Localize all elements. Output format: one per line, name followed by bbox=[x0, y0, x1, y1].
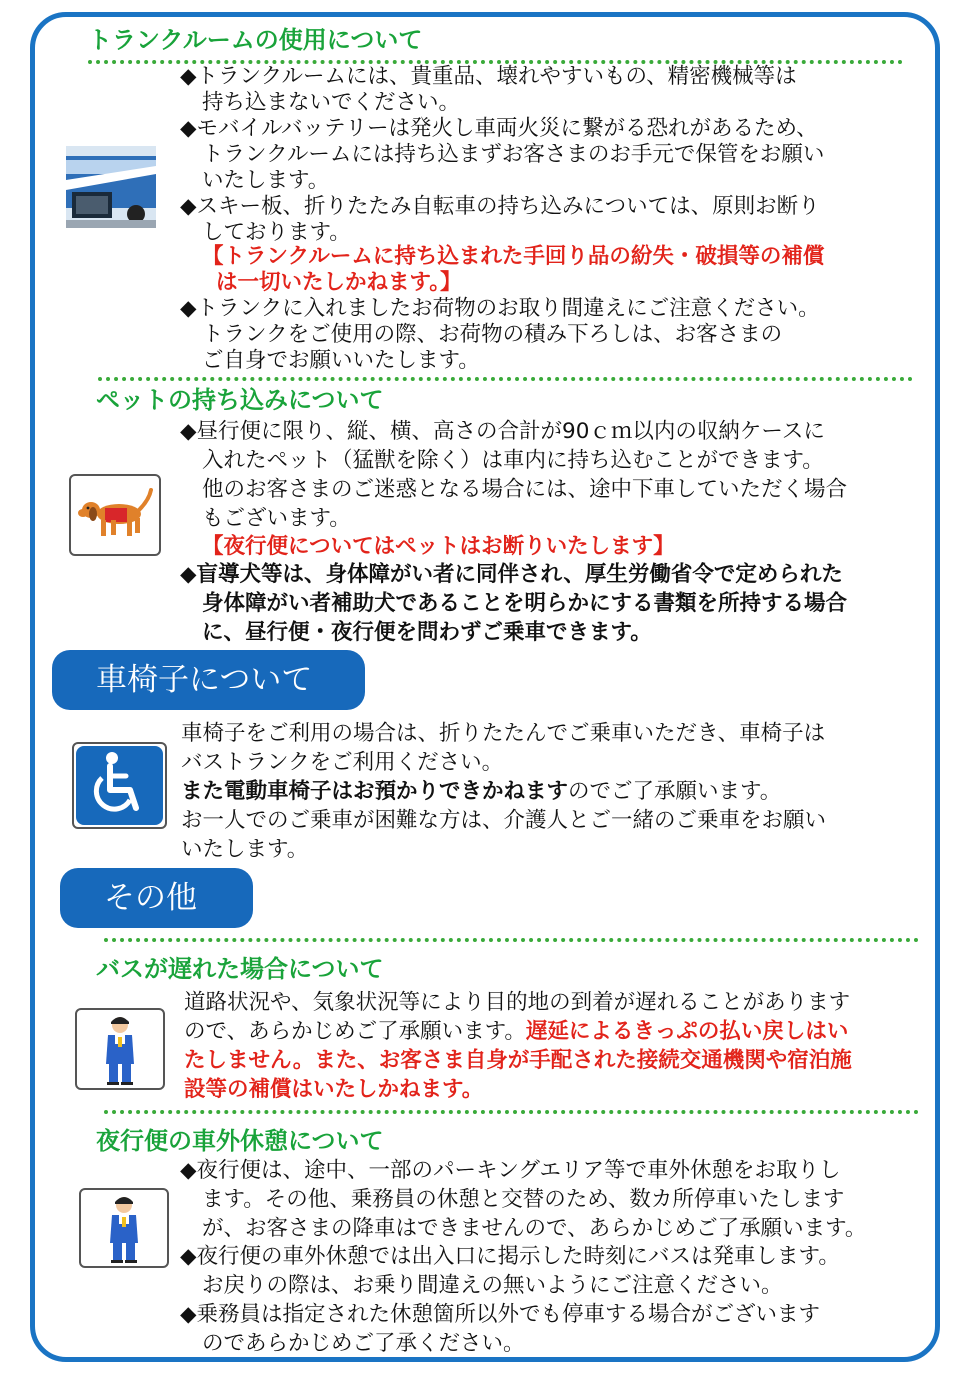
trunk-line-8: ◆トランクに入れましたお荷物のお取り間違えにご注意ください。 bbox=[180, 296, 820, 321]
pets-guide-dog-line-2: 身体障がい者補助犬であることを明らかにする書類を所持する場合 bbox=[202, 591, 848, 616]
wheelchair-line-3 bbox=[181, 779, 781, 805]
delay-line-1: 道路状況や、気象状況等により目的地の到着が遅れることがあります bbox=[184, 990, 851, 1015]
dog-icon bbox=[69, 474, 161, 556]
rest-heading: 夜行便の車外休憩について bbox=[96, 1127, 384, 1155]
trunk-line-1: ◆トランクルームには、貴重品、壊れやすいもの、精密機械等は bbox=[180, 64, 797, 89]
trunk-line-3: ◆モバイルバッテリーは発火し車両火災に繋がる恐れがあるため、 bbox=[180, 116, 818, 141]
delay-divider bbox=[104, 938, 919, 942]
pets-line-2: 入れたペット（猛獣を除く）は車内に持ち込むことができます。 bbox=[202, 448, 824, 473]
wheelchair-section-title: 車椅子について bbox=[52, 650, 365, 710]
pets-heading: ペットの持ち込みについて bbox=[96, 386, 384, 414]
wheelchair-line-2: バストランクをご利用ください。 bbox=[181, 750, 504, 775]
delay-line-4: 設等の補償はいたしかねます。 bbox=[184, 1077, 484, 1102]
rest-line-6: ◆乗務員は指定された休憩箇所以外でも停車する場合がございます bbox=[180, 1302, 821, 1327]
rest-divider bbox=[104, 1110, 919, 1114]
rest-line-2: ます。その他、乗務員の休憩と交替のため、数カ所停車いたします bbox=[202, 1187, 845, 1212]
delay-line-2-normal: ので、あらかじめご了承願います。 bbox=[184, 1019, 526, 1044]
trunk-line-2: 持ち込まないでください。 bbox=[202, 90, 461, 115]
delay-line-3: たしません。また、お客さま自身が手配された接続交通機関や宿泊施 bbox=[184, 1048, 852, 1073]
trunk-line-10: ご自身でお願いいたします。 bbox=[202, 348, 480, 373]
delay-heading: バスが遅れた場合について bbox=[96, 955, 384, 983]
trunk-notice-1: 【トランクルームに持ち込まれた手回り品の紛失・破損等の補償 bbox=[202, 244, 825, 269]
pets-divider bbox=[98, 377, 913, 381]
pets-line-1: ◆昼行便に限り、縦、横、高さの合計が90ｃｍ以内の収納ケースに bbox=[180, 419, 825, 444]
wheelchair-line-4: お一人でのご乗車が困難な方は、介護人とご一緒のご乗車をお願い bbox=[181, 808, 827, 833]
delay-refund-notice: 遅延によるきっぷの払い戻しはい bbox=[525, 1019, 849, 1044]
trunk-heading: トランクルームの使用について bbox=[88, 26, 423, 54]
pets-line-3: 他のお客さまのご迷惑となる場合には、途中下車していただく場合 bbox=[202, 477, 848, 502]
bowing-staff-icon bbox=[75, 1008, 165, 1090]
trunk-line-4: トランクルームには持ち込まずお客さまのお手元で保管をお願い bbox=[202, 142, 825, 167]
wheelchair-electric-notice: また電動車椅子はお預かりできかねます bbox=[181, 779, 569, 804]
wheelchair-line-5: いたします。 bbox=[181, 837, 309, 862]
trunk-line-9: トランクをご使用の際、お荷物の積み下ろしは、お客さまの bbox=[202, 322, 783, 347]
wheelchair-line-3-rest: のでご了承願います。 bbox=[568, 779, 782, 804]
bus-trunk-photo-icon bbox=[66, 146, 156, 228]
rest-line-5: お戻りの際は、お乗り間違えの無いようにご注意ください。 bbox=[202, 1273, 783, 1298]
pets-guide-dog-line-3: に、昼行便・夜行便を問わずご乗車できます。 bbox=[202, 620, 652, 645]
trunk-line-7: しております。 bbox=[202, 220, 351, 245]
rest-line-1: ◆夜行便は、途中、一部のパーキングエリア等で車外休憩をお取りし bbox=[180, 1158, 841, 1183]
other-section-title: その他 bbox=[60, 868, 253, 928]
wheelchair-icon bbox=[72, 742, 167, 829]
pets-guide-dog-line-1: ◆盲導犬等は、身体障がい者に同伴され、厚生労働省令で定められた bbox=[180, 562, 843, 587]
pets-notice: 【夜行便についてはペットはお断りいたします】 bbox=[202, 534, 675, 559]
rest-line-3: が、お客さまの降車はできませんので、あらかじめご了承願います。 bbox=[202, 1216, 867, 1241]
rest-line-7: のであらかじめご了承ください。 bbox=[202, 1331, 525, 1356]
delay-line-2 bbox=[184, 1019, 848, 1045]
wheelchair-line-1: 車椅子をご利用の場合は、折りたたんでご乗車いただき、車椅子は bbox=[181, 721, 826, 746]
pets-line-4: もございます。 bbox=[202, 506, 351, 531]
rest-line-4: ◆夜行便の車外休憩では出入口に掲示した時刻にバスは発車します。 bbox=[180, 1244, 840, 1269]
trunk-line-6: ◆スキー板、折りたたみ自転車の持ち込みについては、原則お断り bbox=[180, 194, 820, 219]
trunk-line-5: いたします。 bbox=[202, 168, 330, 193]
bowing-staff-icon bbox=[79, 1188, 169, 1268]
trunk-notice-2: は一切いたしかねます。】 bbox=[216, 270, 462, 295]
